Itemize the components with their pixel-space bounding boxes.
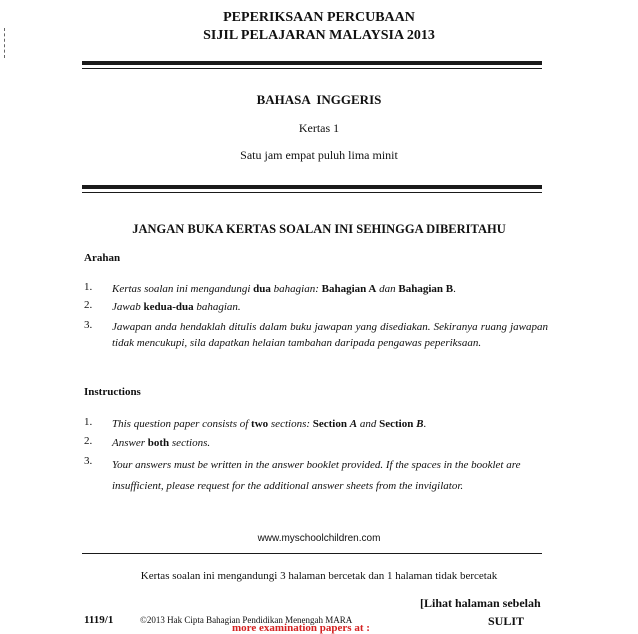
text-run: dua <box>253 283 271 295</box>
text-run: . <box>423 418 427 430</box>
text-run: bahagian: <box>270 283 322 295</box>
text-run: Bahagian B <box>398 283 454 295</box>
text-run: sections: <box>268 418 313 430</box>
paper-code: 1119/1 <box>84 614 114 626</box>
instructions-item-2 <box>112 435 548 451</box>
text-run: Answer <box>112 437 148 449</box>
footer-rule <box>82 553 542 554</box>
instructions-num-3: 3. <box>84 455 93 467</box>
duration: Satu jam empat puluh lima minit <box>240 148 398 162</box>
text-run: Section <box>312 418 350 430</box>
subject-name: BAHASA INGGERIS <box>256 92 382 107</box>
arahan-heading: Arahan <box>84 252 121 264</box>
sulit-label: SULIT <box>488 614 525 628</box>
instructions-num-1: 1. <box>84 416 93 428</box>
exam-title-line1: PEPERIKSAAN PERCUBAAN <box>223 10 415 25</box>
arahan-item-2 <box>112 299 548 315</box>
text-run: Section <box>379 418 417 430</box>
do-not-open-warning: JANGAN BUKA KERTAS SOALAN INI SEHINGGA DIBERITAHU <box>132 222 506 236</box>
instructions-heading: Instructions <box>84 386 141 398</box>
header-rule-thick <box>82 61 542 65</box>
text-run: bahagian. <box>193 301 241 313</box>
text-run: This question paper consists of <box>112 418 252 430</box>
text-run: A <box>349 418 358 430</box>
text-run: Kertas soalan ini mengandungi <box>112 283 254 295</box>
next-page-note: [Lihat halaman sebelah <box>420 596 541 610</box>
instructions-num-2: 2. <box>84 435 93 447</box>
subject-rule-thin <box>82 192 542 193</box>
subject-rule-thick <box>82 185 542 189</box>
instructions-item-3 <box>112 455 548 497</box>
copyright: ©2013 Hak Cipta Bahagian Pendidikan Menengah MARA <box>140 615 353 625</box>
instructions-item-1 <box>112 416 548 432</box>
arahan-item-1 <box>112 281 548 297</box>
text-run: both <box>147 437 170 449</box>
text-run: . <box>453 283 456 295</box>
arahan-item-3 <box>112 319 548 351</box>
arahan-num-3: 3. <box>84 319 93 331</box>
text-run: kedua-dua <box>143 301 194 313</box>
text-run: two <box>251 418 269 430</box>
website-link[interactable]: www.myschoolchildren.com <box>257 533 381 544</box>
text-run: and <box>357 418 380 430</box>
text-run: Bahagian A <box>321 283 377 295</box>
text-run: B <box>416 418 424 430</box>
text-run: Jawab <box>112 301 144 313</box>
more-papers-banner: more examination papers at : <box>232 622 370 634</box>
arahan-num-2: 2. <box>84 299 93 311</box>
text-run: sections. <box>169 437 211 449</box>
page-count-note: Kertas soalan ini mengandungi 3 halaman bercetak dan 1 halaman tidak bercetak <box>140 570 498 582</box>
text-run: Jawapan anda hendaklah ditulis dalam buku jawapan yang disediakan. Sekiranya ruang jawapan tidak mencukupi, sila dapatkan helaian tambahan daripada pengawas peperiksaan. <box>112 321 548 349</box>
exam-title-line2: SIJIL PELAJARAN MALAYSIA 2013 <box>203 28 435 43</box>
paper-number: Kertas 1 <box>298 121 340 135</box>
header-rule-thin <box>82 68 542 69</box>
text-run: dan <box>376 283 399 295</box>
text-run: Your answers must be written in the answer booklet provided. If the spaces in the booklet are insufficient, please request for the additional answer sheets from the invigilator. <box>112 459 521 492</box>
arahan-num-1: 1. <box>84 281 93 293</box>
